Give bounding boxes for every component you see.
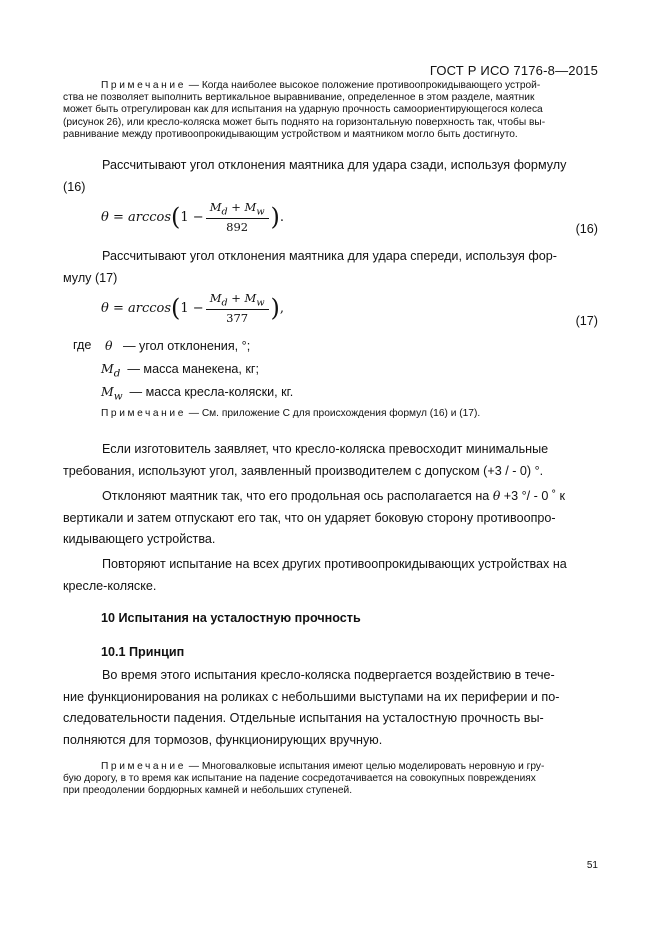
note-label: Примечание	[101, 761, 186, 772]
document-header: ГОСТ Р ИСО 7176-8—2015	[429, 63, 598, 78]
note-first-line: — Когда наиболее высокое положение противоопрокидывающего устрой-	[185, 80, 541, 91]
note-line: может быть отрегулирован как для испытания на ударную прочность самоориентирующегося колеса	[63, 104, 543, 116]
definition-md: $M_d$ — масса манекена, кг;	[101, 361, 259, 380]
formula-one-minus: 1 −	[180, 209, 204, 225]
section-heading-10: 10 Испытания на усталостную прочность	[101, 611, 361, 625]
paragraph-repeat: Повторяют испытание на всех других противоопрокидывающих устройствах на кресле-коляске.	[63, 557, 567, 593]
equation-number-16: (16)	[575, 222, 598, 236]
formula-denominator: 892	[226, 220, 249, 235]
formula-denominator: 377	[226, 311, 249, 326]
formula-fraction: $\frac{M_d + M_w}{892}$	[206, 200, 269, 234]
note-line: (рисунок 26), или кресло-коляска может быть поднято на горизонтальную поверхность так, чтобы вы-	[63, 116, 546, 128]
paragraph-front-impact: Рассчитывают угол отклонения маятника для удара спереди, используя фор- мулу (17)	[63, 249, 557, 285]
formula-one-minus: 1 −	[180, 300, 204, 316]
note-line: равнивание между противоопрокидывающим устройством и маятником могло быть достигнуто.	[63, 128, 518, 140]
note-block-1	[63, 80, 598, 141]
note-label: Примечание	[101, 80, 186, 91]
formula-fraction: $\frac{M_d + M_w}{377}$	[206, 291, 269, 325]
equation-number-17: (17)	[575, 314, 598, 328]
paragraph-deflect: Отклоняют маятник так, что его продольная ось располагается на θ +3 °/ - 0 ˚ к вертикали и затем отпускают его так, что он ударяет боковую сторону противоопро- кидывающего устройства.	[63, 488, 566, 547]
definition-theta: θ — угол отклонения, °;	[105, 338, 251, 353]
note-block-2: Примечание — См. приложение С для происхождения формул (16) и (17).	[101, 408, 481, 419]
formula-16: θ = arccos ( 1 − $\frac{M_d + M_w}{892}$ ) .	[101, 200, 285, 235]
formula-17: θ = arccos ( 1 − $\frac{M_d + M_w}{377}$ ) ,	[101, 291, 285, 326]
note-label: Примечание	[101, 408, 186, 419]
formula-lhs: θ = arccos	[101, 209, 172, 225]
formula-lhs: θ = arccos	[101, 300, 172, 316]
paragraph-principle: Во время этого испытания кресло-коляска подвергается воздействию в тече- ние функционирования на роликах с небольшими выступами на их периферии и по- следовательности падения. Отдельные испытания на усталостную прочность вы- полняются для тормозов, функционирующих вручную.	[63, 668, 560, 747]
note-line: ства не позволяет выполнить вертикальное выравнивание, определенное в этом разделе, маятник	[63, 92, 535, 104]
definition-mw: $M_w$ — масса кресла-коляски, кг.	[101, 384, 294, 403]
note-block-3: Примечание — Многовалковые испытания имеют целью моделировать неровную и гру- бую дорогу, в то время как испытание на падение сосредотачивается на совокупных повреждениях при преодолении бордюрных камней и небольших ступеней.	[63, 761, 545, 797]
where-label: где	[73, 338, 92, 352]
paragraph-rear-impact: Рассчитывают угол отклонения маятника для удара сзади, используя формулу (16)	[63, 158, 567, 194]
paragraph-manufacturer: Если изготовитель заявляет, что кресло-коляска превосходит минимальные требования, используют угол, заявленный производителем с допуском (+3 / - 0) °.	[63, 442, 549, 478]
section-heading-10-1: 10.1 Принцип	[101, 645, 185, 659]
page-number: 51	[586, 860, 598, 871]
